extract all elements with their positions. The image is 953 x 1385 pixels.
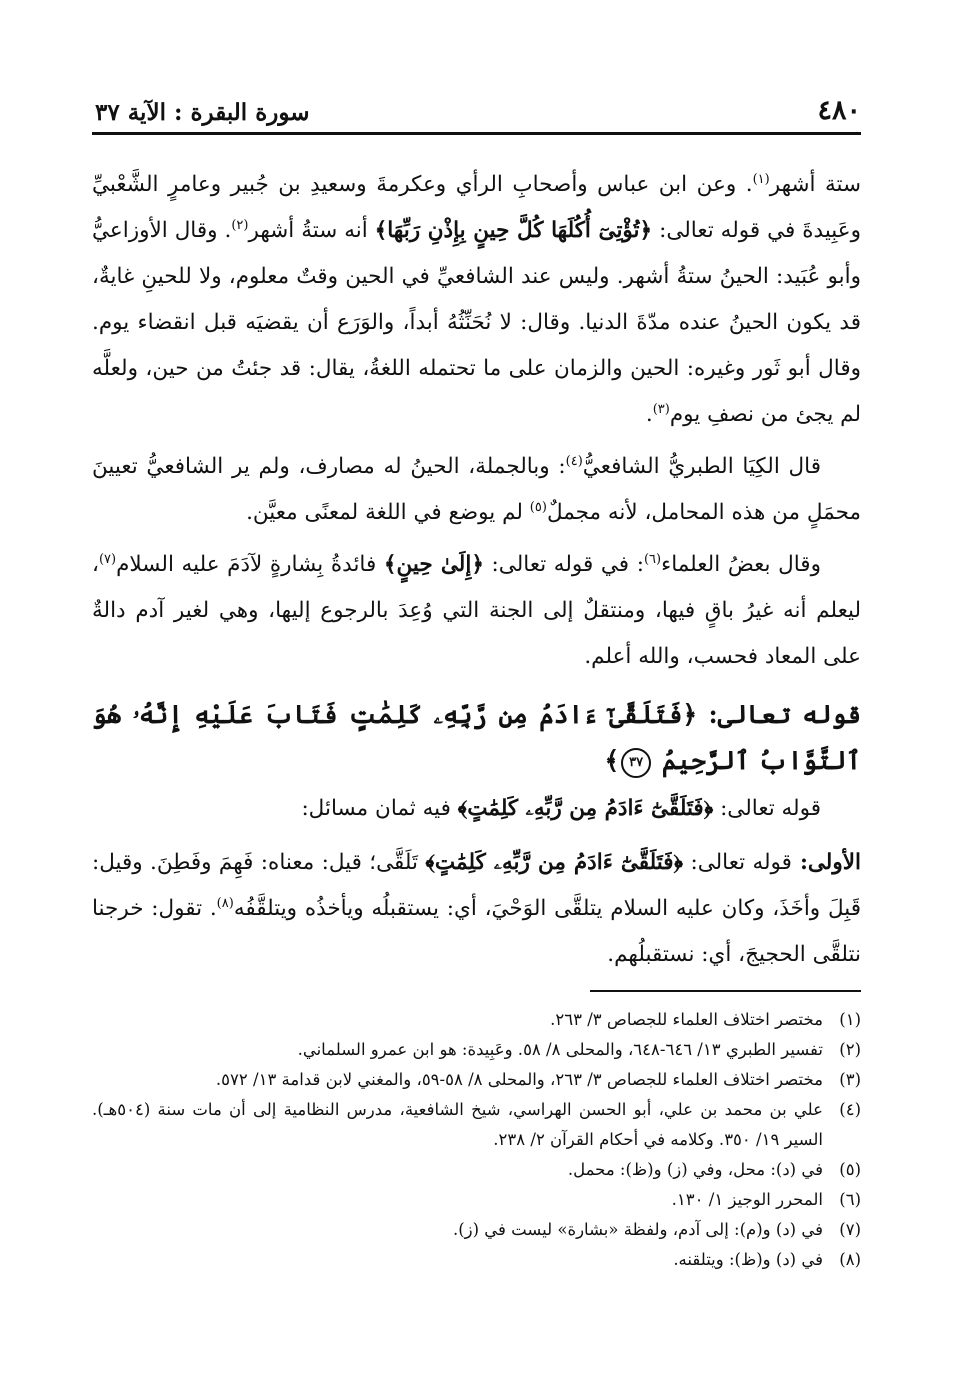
- footnote-ref-5[interactable]: (٥): [529, 499, 547, 515]
- footnote-number: (٢): [839, 1040, 861, 1059]
- text: فيه ثمان مسائل:: [301, 796, 458, 821]
- footnote-ref-8[interactable]: (٨): [216, 895, 234, 911]
- text: قال الكِيَا الطبريُّ الشافعيُّ: [582, 454, 821, 479]
- text: قوله تعالى:: [713, 796, 821, 821]
- footnote-text: في (د): محل، وفي (ز) و(ظ): محمل.: [567, 1160, 823, 1179]
- footnote: [92, 1065, 861, 1095]
- issue-label: الأولى:: [791, 850, 861, 875]
- footnote: [92, 1245, 861, 1275]
- paragraph-intro: [92, 786, 861, 832]
- footnote-text: المحرر الوجيز ١/ ١٣٠.: [671, 1190, 823, 1209]
- footnote: [92, 1095, 861, 1155]
- text: لم يوضع في اللغة لمعنًى معيَّن.: [246, 500, 530, 525]
- footnote-number: (٨): [839, 1250, 861, 1269]
- header-rule: [92, 132, 861, 135]
- footnote-ref-6[interactable]: (٦): [643, 551, 662, 567]
- heading-lead: قوله تعالى:: [697, 700, 861, 729]
- verse-number-badge: ٣٧: [621, 748, 651, 778]
- quran-verse: ﴿إِلَىٰ حِينٍ﴾: [383, 552, 484, 577]
- footnote-number: (٣): [839, 1070, 861, 1089]
- paragraph-3: [92, 542, 861, 680]
- footnote-text: مختصر اختلاف العلماء للجصاص ٣/ ٢٦٣.: [550, 1010, 823, 1029]
- footnote-rule: [590, 990, 861, 992]
- paragraph-2: [92, 444, 861, 536]
- text: . تقول: خرجنا نتلقَّى الحجيجَ، أي: نستقبلُهم.: [92, 896, 861, 967]
- footnote-text: تفسير الطبري ١٣/ ٦٤٦-٦٤٨، والمحلى ٨/ ٥٨. وعَبِيدة: هو ابن عمرو السلماني.: [297, 1040, 823, 1059]
- text: تَلَقَّى؛ قيل: معناه: فَهِمَ وفَطِنَ. وقيل: قَبِلَ وأخَذَ، وكان عليه السلام يتلقَّى الوَحْيَ، أي: يستقبلُه ويأخذُه ويتلقَّفُه: [92, 850, 861, 921]
- footnote-number: (٦): [839, 1190, 861, 1209]
- footnote: [92, 1005, 861, 1035]
- footnote-ref-1[interactable]: (١): [752, 171, 770, 187]
- footnote-text: علي بن محمد بن علي، أبو الحسن الهراسي، شيخ الشافعية، مدرس النظامية إلى أن مات سنة (٥٠٤هـ). السير ١٩/ ٣٥٠. وكلامه في أحكام القرآن ٢/ ٢٣٨.: [92, 1100, 823, 1149]
- paragraph-1: [92, 162, 861, 438]
- footnote-number: (٥): [839, 1160, 861, 1179]
- verse-heading: [92, 692, 861, 784]
- footnote: [92, 1215, 861, 1245]
- footnote: [92, 1155, 861, 1185]
- text: . وعن ابن عباس وأصحابِ الرأي وعكرمةَ وسعيدِ بن جُبير وعامرٍ الشَّعْبيِّ وعَبِيدةَ في قوله تعالى:: [92, 172, 862, 243]
- quran-verse: ﴿تُؤْتِىٓ أُكُلَهَا كُلَّ حِينٍ بِإِذْنِ رَبِّهَا﴾: [374, 218, 653, 243]
- footnote: [92, 1035, 861, 1065]
- text: : في قوله تعالى:: [483, 552, 644, 577]
- footnote-text: في (د) و(ظ): ويتلقنه.: [673, 1250, 823, 1269]
- running-title: سورة البقرة : الآية ٣٧: [95, 99, 310, 126]
- footnote-number: (٤): [839, 1100, 861, 1119]
- footnotes: [92, 1005, 861, 1275]
- footnote-number: (١): [839, 1010, 861, 1029]
- footnote-ref-3[interactable]: (٣): [652, 401, 670, 417]
- text: . وقال الأوزاعيُّ وأبو عُبَيد: الحينُ ستةُ أشهر. وليس عند الشافعيِّ في الحين وقتٌ معلوم، ولا للحينِ غايةٌ، قد يكون الحينُ عنده مدّةَ الدنيا. وقال: لا نُحَنِّثُهُ أبداً، والوَرَع أن يقضيَه قبل انقضاء يوم. وقال أبو ثَور وغيره: الحين والزمان على ما تحتمله اللغةُ، يقال: قد جئتُ من حين، ولعلَّه لم يجئ من نصفِ يوم: [92, 218, 861, 427]
- text: فائدةُ بِشارةٍ لآدَمَ عليه السلام: [116, 552, 384, 577]
- footnote: [92, 1185, 861, 1215]
- paragraph-issue-1: [92, 840, 861, 978]
- text: : وبالجملة، الحينُ له مصارف، ولم ير الشافعيُّ تعيينَ محمَلٍ من هذه المحامل، لأنه مجملٌ: [92, 454, 861, 525]
- quran-verse: ﴿فَتَلَقَّىٰٓ ءَادَمُ مِن رَّبِّهِۦ كَلِمَٰتٍ﴾: [425, 850, 684, 875]
- footnote-text: مختصر اختلاف العلماء للجصاص ٣/ ٢٦٣، والمحلى ٨/ ٥٨-٥٩، والمغني لابن قدامة ١٣/ ٥٧٢.: [215, 1070, 823, 1089]
- text: ستة أشهر: [769, 172, 862, 197]
- text: .: [645, 402, 653, 427]
- footnote-ref-2[interactable]: (٢): [231, 217, 249, 233]
- footnote-ref-7[interactable]: (٧): [98, 551, 117, 567]
- footnote-ref-4[interactable]: (٤): [565, 453, 583, 469]
- main-text: [92, 162, 861, 978]
- quran-verse: ﴿فَتَلَقَّىٰٓ ءَادَمُ مِن رَّبِّهِۦ كَلِمَٰتٍ فَتَابَ عَلَيْهِ إِنَّهُۥ هُوَ ٱلتَّوَّابُ ٱلرَّحِيمُ: [92, 700, 861, 775]
- text: وقال بعضُ العلماء: [661, 552, 821, 577]
- text: قوله تعالى:: [683, 850, 792, 875]
- text: ﴾: [604, 746, 620, 775]
- text: ، ليعلم أنه غيرُ باقٍ فيها، ومنتقلٌ إلى الجنة التي وُعِدَ بالرجوع إليها، وهي لغير آدم دالةٌ على المعاد فحسب، والله أعلم.: [92, 552, 861, 669]
- footnote-text: في (د) و(م): إلى آدم، ولفظة «بشارة» ليست في (ز).: [452, 1220, 823, 1239]
- running-head: [95, 86, 861, 126]
- text: أنه ستةُ أشهر: [248, 218, 375, 243]
- page-number: ٤٨٠: [817, 95, 861, 126]
- footnote-number: (٧): [839, 1220, 861, 1239]
- quran-verse: ﴿فَتَلَقَّىٰٓ ءَادَمُ مِن رَّبِّهِۦ كَلِمَٰتٍ﴾: [457, 796, 714, 821]
